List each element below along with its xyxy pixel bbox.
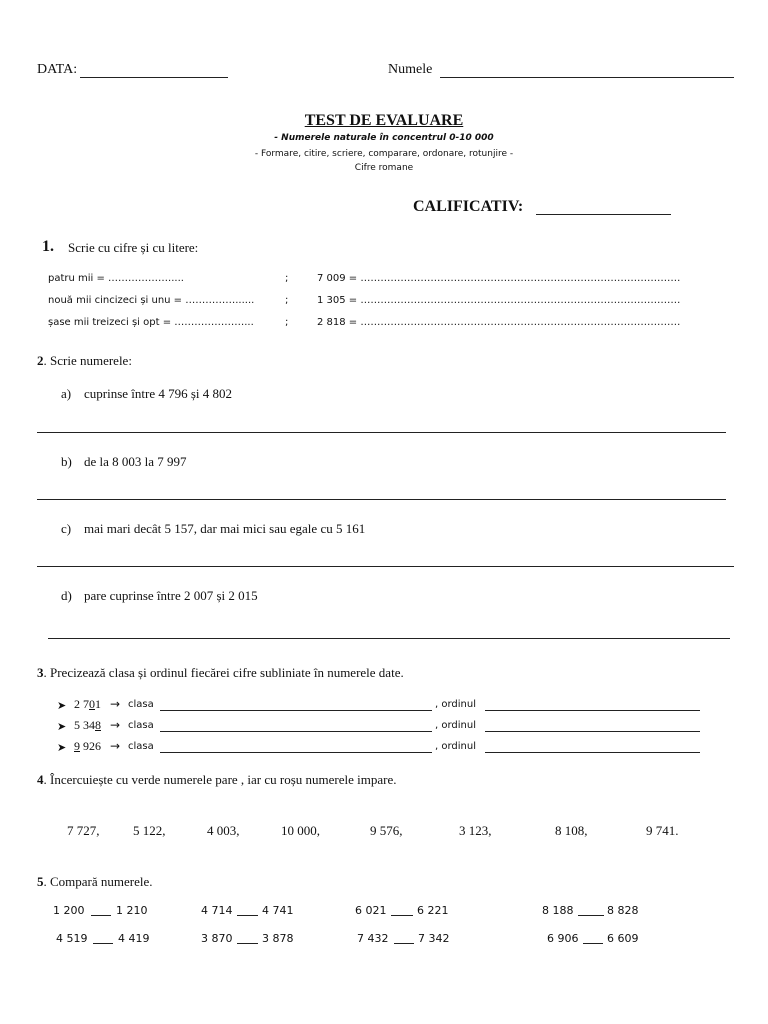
ex1-row-right: 1 305 = …………………………………………………………………………………… — [317, 295, 681, 306]
ex1-row-left: patru mii = ………………..... — [48, 273, 184, 284]
ex5-instruction: . Compară numerele. — [43, 874, 153, 889]
class-answer-line[interactable] — [160, 731, 432, 732]
ex2-item-text: mai mari decât 5 157, dar mai mici sau egale cu 5 161 — [84, 521, 366, 536]
order-answer-line[interactable] — [485, 731, 700, 732]
ex4-instruction: . Încercuiește cu verde numerele pare , iar cu roșu numerele impare. — [43, 772, 397, 787]
grade-label: CALIFICATIV: — [413, 198, 524, 215]
compare-blank[interactable] — [583, 943, 603, 944]
compare-right: 7 342 — [418, 932, 450, 945]
ex3-number-value: 5 348 — [74, 718, 101, 732]
ex5-heading — [37, 874, 153, 890]
ex2-item-letter: b) — [61, 454, 72, 469]
ex1-instruction: Scrie cu cifre și cu litere: — [68, 240, 199, 255]
underlined-digit: 9 — [74, 739, 80, 753]
bullet-arrow-icon: ➤ — [57, 741, 67, 754]
ex2-item-letter: a) — [61, 386, 72, 401]
test-title: TEST DE EVALUARE — [304, 112, 464, 129]
compare-left: 6 021 — [355, 904, 387, 917]
compare-right: 8 828 — [607, 904, 639, 917]
class-label: clasa — [128, 699, 154, 710]
underlined-digit: 0 — [89, 697, 95, 711]
grade-field-line[interactable] — [536, 214, 671, 215]
ex1-row-sep: ; — [285, 317, 289, 328]
ex1-number: 1. — [42, 238, 54, 255]
ex4-number-item[interactable]: 8 108, — [555, 823, 588, 838]
ex2-heading — [37, 353, 132, 369]
order-label: , ordinul — [435, 720, 476, 731]
compare-right: 6 221 — [417, 904, 449, 917]
ex3-instruction: . Precizează clasa și ordinul fiecărei cifre subliniate în numerele date. — [43, 665, 404, 680]
ex4-number: 4 — [37, 772, 44, 787]
ex3-number-value: 9 926 — [74, 739, 101, 753]
ex2-item-text: de la 8 003 la 7 997 — [84, 454, 187, 469]
name-field-line[interactable] — [440, 77, 734, 78]
bullet-arrow-icon: ➤ — [57, 699, 67, 712]
ex4-number-item[interactable]: 10 000, — [281, 823, 320, 838]
ex2-answer-line[interactable] — [37, 432, 726, 433]
ex2-item-letter: d) — [61, 588, 72, 603]
compare-blank[interactable] — [93, 943, 113, 944]
ex2-instruction: . Scrie numerele: — [43, 353, 132, 368]
compare-right: 6 609 — [607, 932, 639, 945]
test-subtitle-2: - Formare, citire, scriere, comparare, ordonare, rotunjire - — [254, 149, 514, 159]
compare-left: 8 188 — [542, 904, 574, 917]
order-label: , ordinul — [435, 699, 476, 710]
class-answer-line[interactable] — [160, 710, 432, 711]
ex2-answer-line[interactable] — [48, 638, 730, 639]
test-subtitle-1: - Numerele naturale în concentrul 0-10 000 — [274, 133, 494, 143]
ex5-number: 5 — [37, 874, 44, 889]
ex4-heading — [37, 772, 397, 788]
ex4-number-item[interactable]: 7 727, — [67, 823, 100, 838]
compare-left: 4 714 — [201, 904, 233, 917]
ex4-number-item[interactable]: 9 741. — [646, 823, 679, 838]
class-answer-line[interactable] — [160, 752, 432, 753]
ex1-row-right: 7 009 = …………………………………………………………………………………… — [317, 273, 681, 284]
class-label: clasa — [128, 741, 154, 752]
ex1-row-right: 2 818 = …………………………………………………………………………………… — [317, 317, 681, 328]
compare-blank[interactable] — [391, 915, 413, 916]
ex2-item-letter: c) — [61, 521, 72, 536]
compare-right: 4 741 — [262, 904, 294, 917]
right-arrow-icon: → — [110, 739, 121, 753]
ex4-number-item[interactable]: 4 003, — [207, 823, 240, 838]
ex4-number-item[interactable]: 3 123, — [459, 823, 492, 838]
class-label: clasa — [128, 720, 154, 731]
compare-blank[interactable] — [91, 915, 111, 916]
compare-left: 4 519 — [56, 932, 88, 945]
compare-blank[interactable] — [237, 943, 258, 944]
ex1-row-sep: ; — [285, 295, 289, 306]
compare-blank[interactable] — [578, 915, 604, 916]
ex1-row-left: șase mii treizeci și opt = …………………... — [48, 317, 254, 328]
name-label: Numele — [388, 62, 433, 77]
compare-left: 1 200 — [53, 904, 85, 917]
date-field-line[interactable] — [80, 77, 228, 78]
underlined-digit: 8 — [95, 718, 101, 732]
compare-left: 6 906 — [547, 932, 579, 945]
ex1-row-left: nouă mii cincizeci și unu = ……………...... — [48, 295, 255, 306]
ex2-answer-line[interactable] — [37, 566, 734, 567]
compare-left: 3 870 — [201, 932, 233, 945]
ex3-heading — [37, 665, 404, 681]
right-arrow-icon: → — [110, 697, 121, 711]
compare-blank[interactable] — [237, 915, 258, 916]
compare-right: 4 419 — [118, 932, 150, 945]
ex4-number-item[interactable]: 5 122, — [133, 823, 166, 838]
ex2-item-text: pare cuprinse între 2 007 și 2 015 — [84, 588, 258, 603]
order-label: , ordinul — [435, 741, 476, 752]
ex2-number: 2 — [37, 353, 44, 368]
ex2-item-text: cuprinse între 4 796 și 4 802 — [84, 386, 233, 401]
date-label: DATA: — [37, 62, 78, 77]
compare-right: 1 210 — [116, 904, 148, 917]
compare-blank[interactable] — [394, 943, 414, 944]
right-arrow-icon: → — [110, 718, 121, 732]
test-subtitle-3: Cifre romane — [354, 163, 414, 173]
ex1-row-sep: ; — [285, 273, 289, 284]
order-answer-line[interactable] — [485, 710, 700, 711]
ex4-number-item[interactable]: 9 576, — [370, 823, 403, 838]
compare-right: 3 878 — [262, 932, 294, 945]
order-answer-line[interactable] — [485, 752, 700, 753]
ex3-number: 3 — [37, 665, 44, 680]
bullet-arrow-icon: ➤ — [57, 720, 67, 733]
compare-left: 7 432 — [357, 932, 389, 945]
ex2-answer-line[interactable] — [37, 499, 726, 500]
ex3-number-value: 2 701 — [74, 697, 101, 711]
